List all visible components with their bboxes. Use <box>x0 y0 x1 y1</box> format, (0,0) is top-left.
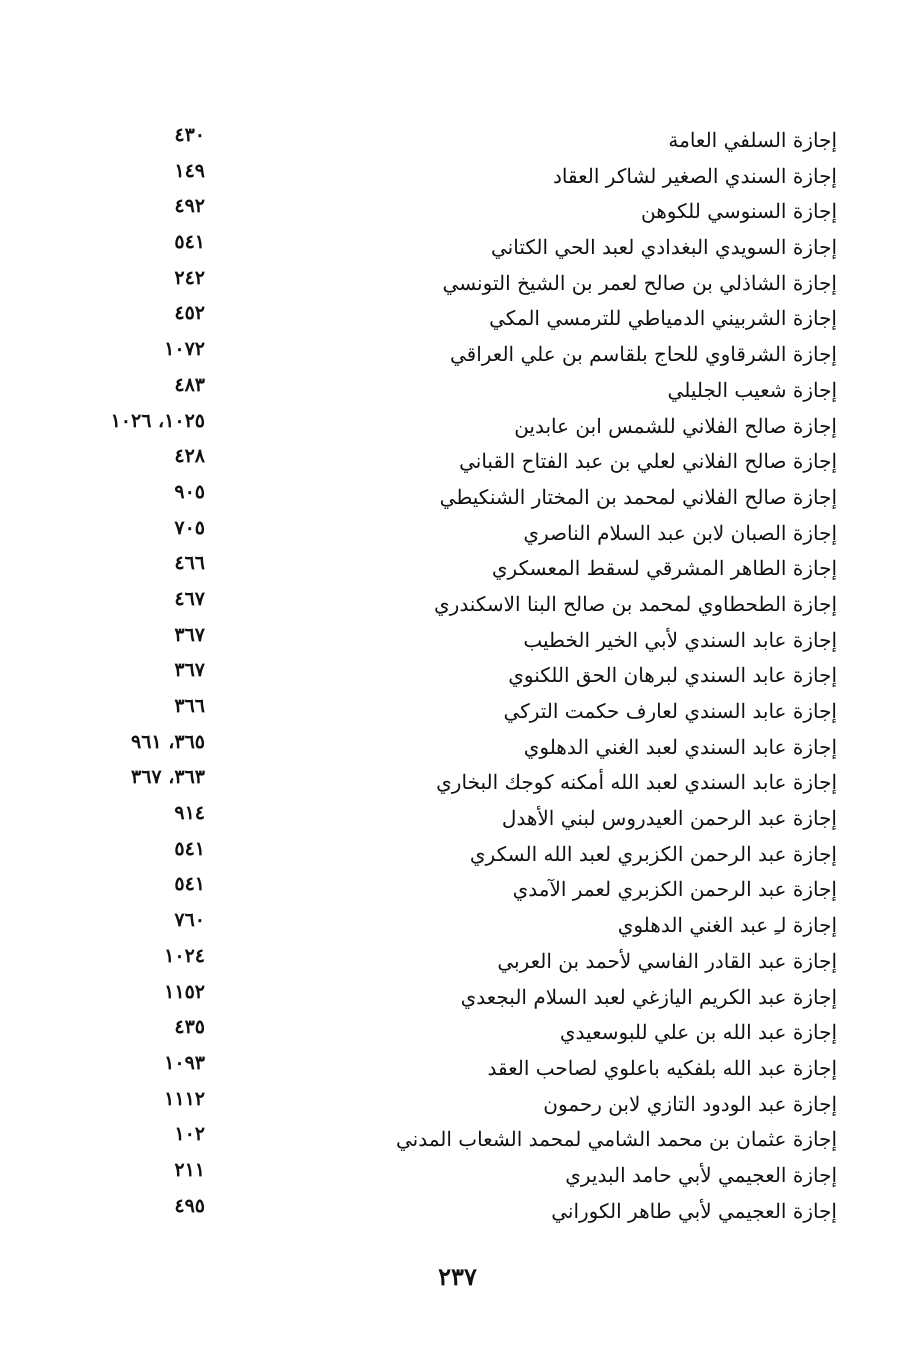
entry-page-refs: ٤٣٠ <box>174 124 205 146</box>
entry-title: إجازة عابد السندي لأبي الخير الخطيب <box>523 627 837 652</box>
entry-page-refs: ٥٤١ <box>174 231 205 254</box>
entry-page-refs: ٩١٤ <box>174 802 205 825</box>
index-entry <box>0 1193 915 1229</box>
entry-title: إجازة السويدي البغدادي لعبد الحي الكتاني <box>491 235 837 260</box>
entry-page-refs: ٧٦٠ <box>174 909 205 932</box>
index-entry <box>0 372 915 408</box>
entry-title: إجازة عبد الرحمن العيدروس لبني الأهدل <box>501 806 837 831</box>
entry-title: إجازة السلفي العامة <box>668 128 837 152</box>
entry-title: إجازة صالح الفلاني لمحمد بن المختار الشنكيطي <box>439 484 837 509</box>
entry-page-refs: ١١٥٢ <box>164 980 205 1003</box>
entry-page-refs: ١٤٩ <box>174 159 205 182</box>
entry-page-refs: ١٠٢ <box>174 1123 205 1146</box>
index-entry <box>0 1157 915 1193</box>
index-entry <box>0 122 915 158</box>
entry-page-refs: ١٠٢٥، ١٠٢٦ <box>110 409 205 432</box>
index-entry <box>0 515 915 551</box>
index-entry <box>0 800 915 836</box>
entry-title: إجازة العجيمي لأبي حامد البديري <box>565 1162 837 1187</box>
entry-page-refs: ٤٥٢ <box>174 302 205 325</box>
index-entry <box>0 657 915 693</box>
entry-title: إجازة الشرقاوي للحاج بلقاسم بن علي العراقي <box>449 342 837 367</box>
index-entry <box>0 1086 915 1122</box>
index-entry <box>0 586 915 622</box>
entry-page-refs: ٣٦٦ <box>174 695 205 717</box>
index-entry <box>0 443 915 479</box>
index-entry <box>0 193 915 229</box>
entry-title: إجازة شعيب الجليلي <box>667 377 837 402</box>
entry-title: إجازة عثمان بن محمد الشامي لمحمد الشعاب المدني <box>395 1127 837 1152</box>
index-entry <box>0 265 915 301</box>
entry-title: إجازة عبد الرحمن الكزبري لعمر الآمدي <box>512 877 837 902</box>
entry-title: إجازة الشاذلي بن صالح لعمر بن الشيخ التونسي <box>442 270 837 295</box>
index-entry <box>0 907 915 943</box>
page-number: ٢٣٧ <box>438 1262 477 1291</box>
entry-title: إجازة الطحطاوي لمحمد بن صالح البنا الاسكندري <box>434 591 837 616</box>
entry-title: إجازة صالح الفلاني للشمس ابن عابدين <box>514 413 837 438</box>
index-entry <box>0 336 915 372</box>
index-entry <box>0 550 915 586</box>
entry-page-refs: ١٠٩٣ <box>164 1051 205 1074</box>
entry-page-refs: ١١١٢ <box>164 1087 205 1110</box>
entry-page-refs: ٤٩٥ <box>174 1194 205 1217</box>
entry-title: إجازة صالح الفلاني لعلي بن عبد الفتاح القباني <box>459 449 837 474</box>
entry-title: إجازة السندي الصغير لشاكر العقاد <box>553 163 837 188</box>
index-entry <box>0 229 915 265</box>
index-entry <box>0 158 915 194</box>
entry-title: إجازة الشربيني الدمياطي للترمسي المكي <box>489 306 837 331</box>
entry-title: إجازة السنوسي للكوهن <box>640 199 837 224</box>
entry-page-refs: ٣٦٣، ٣٦٧ <box>131 766 205 789</box>
entry-title: إجازة عابد السندي لبرهان الحق اللكنوي <box>508 663 837 688</box>
entry-page-refs: ٤٢٨ <box>174 445 205 468</box>
entry-title: إجازة عابد السندي لعارف حكمت التركي <box>503 699 837 723</box>
entry-title: إجازة عبد الله بن علي للبوسعيدي <box>559 1020 837 1045</box>
entry-title: إجازة عبد الودود التازي لابن رحمون <box>543 1091 837 1116</box>
index-entry <box>0 943 915 979</box>
index-entry <box>0 479 915 515</box>
index-entry <box>0 693 915 729</box>
entry-title: إجازة لـِ عبد الغني الدهلوي <box>617 913 837 938</box>
entry-page-refs: ١٠٢٤ <box>164 944 205 967</box>
index-entry <box>0 836 915 872</box>
entry-title: إجازة عابد السندي لعبد الغني الدهلوي <box>523 734 837 759</box>
entry-page-refs: ٢٤٢ <box>174 266 205 289</box>
entry-title: إجازة عبد الله بلفكيه باعلوي لصاحب العقد <box>487 1055 837 1080</box>
entry-title: إجازة الصبان لابن عبد السلام الناصري <box>523 520 837 545</box>
index-entry <box>0 764 915 800</box>
index-entry <box>0 1050 915 1086</box>
entry-page-refs: ٤٣٥ <box>174 1016 205 1039</box>
entry-page-refs: ٤٦٧ <box>174 587 205 610</box>
entry-page-refs: ٣٦٥، ٩٦١ <box>131 730 205 753</box>
index-entry <box>0 729 915 765</box>
entry-title: إجازة عبد القادر الفاسي لأحمد بن العربي <box>497 948 837 973</box>
entry-page-refs: ٧٠٥ <box>174 516 205 539</box>
entry-title: إجازة الطاهر المشرقي لسقط المعسكري <box>491 556 837 581</box>
index-entry <box>0 622 915 658</box>
entry-page-refs: ٩٠٥ <box>174 480 205 503</box>
entry-page-refs: ٥٤١ <box>174 837 205 860</box>
index-entry <box>0 1121 915 1157</box>
index-entry <box>0 408 915 444</box>
entry-page-refs: ٤٨٣ <box>174 373 205 396</box>
entry-page-refs: ٤٦٦ <box>174 552 205 575</box>
entry-title: إجازة عبد الرحمن الكزبري لعبد الله السكري <box>469 841 837 866</box>
index-entry <box>0 300 915 336</box>
index-entry <box>0 871 915 907</box>
entry-title: إجازة العجيمي لأبي طاهر الكوراني <box>551 1198 837 1223</box>
index-entry <box>0 1014 915 1050</box>
entry-page-refs: ١٠٧٢ <box>164 338 205 361</box>
index-entry <box>0 979 915 1015</box>
entry-page-refs: ٤٩٢ <box>174 195 205 218</box>
entry-title: إجازة عبد الكريم اليازغي لعبد السلام البجعدي <box>460 984 837 1009</box>
entry-page-refs: ٢١١ <box>174 1158 205 1181</box>
entry-page-refs: ٣٦٧ <box>174 659 205 682</box>
entry-page-refs: ٥٤١ <box>174 873 205 896</box>
entry-title: إجازة عابد السندي لعبد الله أمكنه كوجك البخاري <box>436 770 837 795</box>
entry-page-refs: ٣٦٧ <box>174 623 205 646</box>
index-list <box>0 122 915 1228</box>
